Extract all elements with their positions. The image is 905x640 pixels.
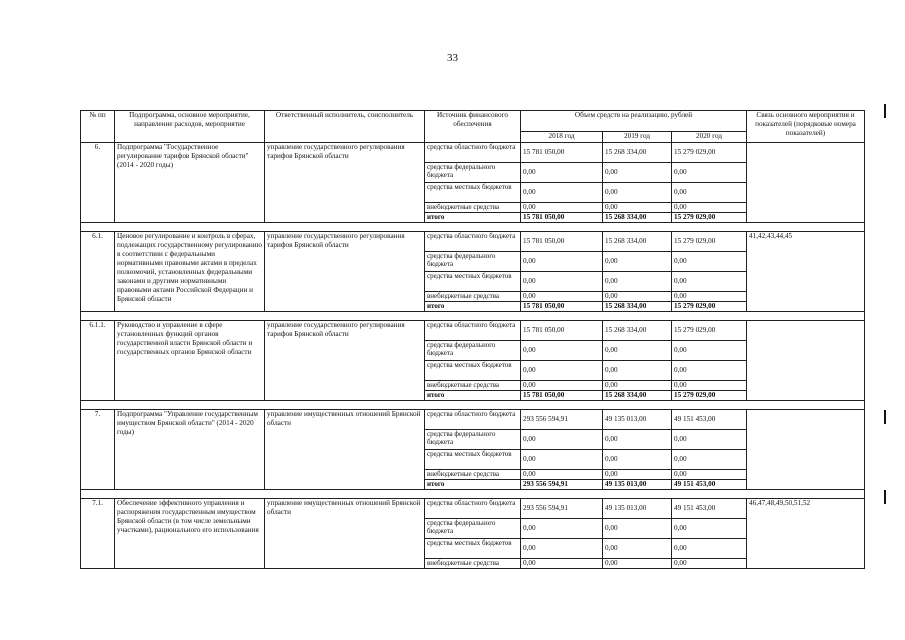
row-executor: управление государственного регулирования тарифов Брянской области	[265, 321, 425, 401]
amount-cell: 0,00	[603, 252, 672, 272]
page-number: 33	[447, 52, 458, 64]
amount-cell: 0,00	[672, 559, 747, 569]
amount-cell: 0,00	[603, 183, 672, 203]
amount-cell: 15 781 050,00	[521, 143, 603, 163]
source-cell: средства местных бюджетов	[425, 183, 521, 203]
amount-cell: 0,00	[521, 559, 603, 569]
source-cell: внебюджетные средства	[425, 470, 521, 480]
scan-mark	[884, 104, 886, 118]
amount-cell: 0,00	[672, 381, 747, 391]
spacer-cell	[81, 401, 865, 410]
amount-cell: 15 781 050,00	[521, 232, 603, 252]
table-row	[81, 410, 865, 430]
header-volume: Объем средств на реализацию, рублей	[521, 111, 747, 132]
row-executor: управление имущественных отношений Брянской области	[265, 410, 425, 490]
row-executor: управление имущественных отношений Брянской области	[265, 499, 425, 569]
source-cell: средства федерального бюджета	[425, 519, 521, 539]
amount-cell: 15 268 334,00	[603, 143, 672, 163]
amount-cell: 15 279 029,00	[672, 213, 747, 223]
amount-cell: 0,00	[672, 450, 747, 470]
amount-cell: 0,00	[521, 381, 603, 391]
header-link: Связь основного мероприятия и показателей (порядковые номера показателей)	[747, 111, 865, 143]
source-cell: средства федерального бюджета	[425, 341, 521, 361]
amount-cell: 0,00	[521, 450, 603, 470]
row-name: Подпрограмма "Государственное регулирование тарифов Брянской области" (2014 - 2020 годы)	[115, 143, 265, 223]
header-name: Подпрограмма, основное мероприятие, направление расходов, мероприятие	[115, 111, 265, 143]
amount-cell: 0,00	[603, 519, 672, 539]
amount-cell: 0,00	[521, 252, 603, 272]
source-cell: итого	[425, 391, 521, 401]
source-cell: средства областного бюджета	[425, 499, 521, 519]
row-executor: управление государственного регулирования тарифов Брянской области	[265, 232, 425, 312]
row-executor: управление государственного регулирования тарифов Брянской области	[265, 143, 425, 223]
amount-cell: 0,00	[672, 470, 747, 480]
amount-cell: 0,00	[672, 430, 747, 450]
scan-mark	[884, 410, 886, 424]
amount-cell: 15 781 050,00	[521, 391, 603, 401]
amount-cell: 49 135 013,00	[603, 499, 672, 519]
amount-cell: 0,00	[603, 470, 672, 480]
amount-cell: 0,00	[603, 450, 672, 470]
table-row	[81, 499, 865, 519]
row-number: 7.1.	[81, 499, 115, 569]
source-cell: средства местных бюджетов	[425, 450, 521, 470]
header-2019: 2019 год	[603, 132, 672, 143]
amount-cell: 0,00	[672, 183, 747, 203]
amount-cell: 15 279 029,00	[672, 232, 747, 252]
table-row	[81, 143, 865, 163]
amount-cell: 49 151 453,00	[672, 480, 747, 490]
amount-cell: 0,00	[521, 519, 603, 539]
indicators-cell: 46,47,48,49,50,51,52	[747, 499, 865, 569]
amount-cell: 0,00	[603, 430, 672, 450]
amount-cell: 15 279 029,00	[672, 321, 747, 341]
amount-cell: 49 151 453,00	[672, 499, 747, 519]
source-cell: внебюджетные средства	[425, 381, 521, 391]
row-number: 6.1.1.	[81, 321, 115, 401]
amount-cell: 293 556 594,91	[521, 410, 603, 430]
budget-table-container	[80, 110, 864, 569]
amount-cell: 0,00	[603, 381, 672, 391]
header-num: № пп	[81, 111, 115, 143]
source-cell: внебюджетные средства	[425, 203, 521, 213]
amount-cell: 293 556 594,91	[521, 499, 603, 519]
amount-cell: 0,00	[521, 272, 603, 292]
source-cell: итого	[425, 302, 521, 312]
source-cell: средства местных бюджетов	[425, 272, 521, 292]
amount-cell: 0,00	[672, 292, 747, 302]
amount-cell: 0,00	[672, 341, 747, 361]
amount-cell: 49 151 453,00	[672, 410, 747, 430]
amount-cell: 0,00	[521, 183, 603, 203]
amount-cell: 15 781 050,00	[521, 213, 603, 223]
source-cell: средства местных бюджетов	[425, 539, 521, 559]
indicators-cell	[747, 410, 865, 490]
spacer-cell	[81, 223, 865, 232]
amount-cell: 0,00	[603, 163, 672, 183]
amount-cell: 15 781 050,00	[521, 321, 603, 341]
indicators-cell	[747, 321, 865, 401]
amount-cell: 0,00	[603, 272, 672, 292]
amount-cell: 0,00	[603, 292, 672, 302]
block-spacer	[81, 490, 865, 499]
amount-cell: 0,00	[672, 361, 747, 381]
amount-cell: 0,00	[672, 539, 747, 559]
amount-cell: 0,00	[521, 203, 603, 213]
table-body	[81, 143, 865, 569]
amount-cell: 15 279 029,00	[672, 143, 747, 163]
amount-cell: 0,00	[603, 539, 672, 559]
budget-table	[80, 110, 865, 569]
amount-cell: 0,00	[521, 539, 603, 559]
amount-cell: 15 268 334,00	[603, 213, 672, 223]
source-cell: средства областного бюджета	[425, 143, 521, 163]
source-cell: средства федерального бюджета	[425, 163, 521, 183]
amount-cell: 0,00	[603, 341, 672, 361]
amount-cell: 0,00	[672, 272, 747, 292]
source-cell: средства федерального бюджета	[425, 252, 521, 272]
table-row	[81, 321, 865, 341]
scan-mark	[884, 490, 886, 504]
source-cell: средства областного бюджета	[425, 410, 521, 430]
header-2018: 2018 год	[521, 132, 603, 143]
source-cell: итого	[425, 213, 521, 223]
amount-cell: 0,00	[521, 292, 603, 302]
row-name: Ценовое регулирование и контроль в сферах, подлежащих государственному регулированию в соответствии с федеральными нормативными правовыми актами в пределах полномочий, установленных федеральными законами и другими нормативными правовыми актами Российской Федерации и Брянской области	[115, 232, 265, 312]
amount-cell: 0,00	[672, 519, 747, 539]
source-cell: итого	[425, 480, 521, 490]
block-spacer	[81, 312, 865, 321]
amount-cell: 15 781 050,00	[521, 302, 603, 312]
amount-cell: 15 268 334,00	[603, 321, 672, 341]
amount-cell: 15 268 334,00	[603, 302, 672, 312]
row-name: Подпрограмма "Управление государственным имуществом Брянской области" (2014 - 2020 годы)	[115, 410, 265, 490]
amount-cell: 0,00	[603, 361, 672, 381]
source-cell: средства федерального бюджета	[425, 430, 521, 450]
row-number: 6.1.	[81, 232, 115, 312]
header-2020: 2020 год	[672, 132, 747, 143]
amount-cell: 0,00	[603, 559, 672, 569]
indicators-cell: 41,42,43,44,45	[747, 232, 865, 312]
source-cell: средства местных бюджетов	[425, 361, 521, 381]
amount-cell: 0,00	[521, 430, 603, 450]
amount-cell: 15 268 334,00	[603, 391, 672, 401]
source-cell: внебюджетные средства	[425, 292, 521, 302]
amount-cell: 293 556 594,91	[521, 480, 603, 490]
amount-cell: 0,00	[521, 341, 603, 361]
amount-cell: 15 268 334,00	[603, 232, 672, 252]
amount-cell: 15 279 029,00	[672, 302, 747, 312]
header-source: Источник финансового обеспечения	[425, 111, 521, 143]
spacer-cell	[81, 312, 865, 321]
amount-cell: 0,00	[603, 203, 672, 213]
source-cell: внебюджетные средства	[425, 559, 521, 569]
amount-cell: 49 135 013,00	[603, 480, 672, 490]
row-number: 6.	[81, 143, 115, 223]
spacer-cell	[81, 490, 865, 499]
amount-cell: 0,00	[521, 361, 603, 381]
amount-cell: 0,00	[672, 252, 747, 272]
amount-cell: 0,00	[672, 203, 747, 213]
header-executor: Ответственный исполнитель, соисполнитель	[265, 111, 425, 143]
row-name: Обеспечение эффективного управления и распоряжения государственным имуществом Брянской области (в том числе земельными участками), рационального его использования	[115, 499, 265, 569]
indicators-cell	[747, 143, 865, 223]
amount-cell: 0,00	[521, 163, 603, 183]
table-row	[81, 232, 865, 252]
amount-cell: 49 135 013,00	[603, 410, 672, 430]
block-spacer	[81, 223, 865, 232]
source-cell: средства областного бюджета	[425, 321, 521, 341]
amount-cell: 0,00	[521, 470, 603, 480]
row-name: Руководство и управление в сфере установленных функций органов государственной власти Брянской области и государственных органов Брянской области	[115, 321, 265, 401]
row-number: 7.	[81, 410, 115, 490]
source-cell: средства областного бюджета	[425, 232, 521, 252]
amount-cell: 0,00	[672, 163, 747, 183]
block-spacer	[81, 401, 865, 410]
amount-cell: 15 279 029,00	[672, 391, 747, 401]
